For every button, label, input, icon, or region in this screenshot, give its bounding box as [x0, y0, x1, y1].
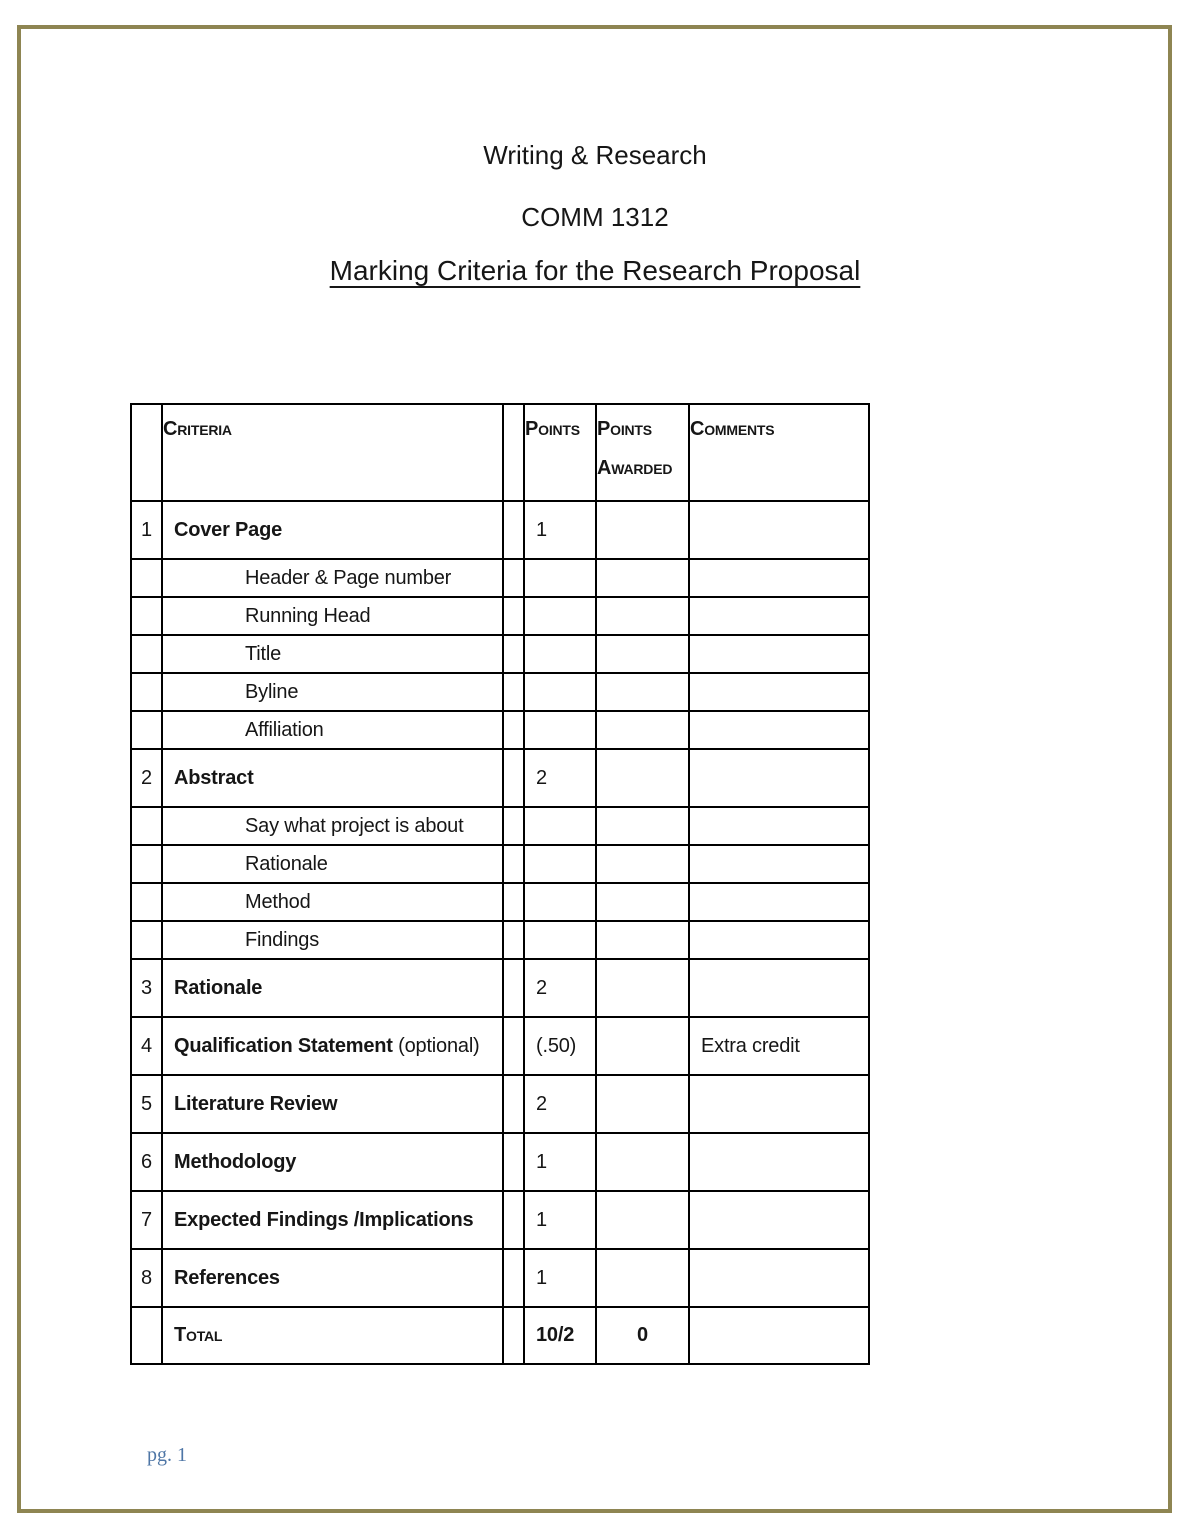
criteria-row [131, 501, 869, 559]
points-awarded-cell [596, 921, 689, 959]
criteria-row [131, 1017, 869, 1075]
spacer-cell [503, 501, 524, 559]
document-heading: Marking Criteria for the Research Proposal [329, 255, 861, 286]
row-number-cell: 1 [131, 501, 162, 559]
criteria-cell [162, 1191, 503, 1249]
sub-criteria-row [131, 635, 869, 673]
points-cell: 2 [524, 1075, 596, 1133]
spacer-cell [503, 673, 524, 711]
header-comments: Comments [689, 404, 869, 501]
header-spacer-cell [503, 404, 524, 501]
criteria-label: Literature Review [174, 1092, 338, 1115]
criteria-table-body [131, 501, 869, 1307]
header-points-awarded-line1: Points [597, 418, 652, 440]
points-cell: 1 [524, 1249, 596, 1307]
sub-criteria-cell [162, 711, 503, 749]
sub-criteria-cell [162, 559, 503, 597]
row-number-cell: 3 [131, 959, 162, 1017]
spacer-cell [503, 883, 524, 921]
comments-cell [689, 807, 869, 845]
points-awarded-cell [596, 501, 689, 559]
header-number-cell [131, 404, 162, 501]
points-cell: (.50) [524, 1017, 596, 1075]
total-label: Total [162, 1307, 503, 1364]
spacer-cell [503, 559, 524, 597]
points-cell: 1 [524, 501, 596, 559]
sub-criteria-row [131, 711, 869, 749]
criteria-row [131, 749, 869, 807]
course-title: Writing & Research [483, 140, 707, 170]
points-awarded-cell [596, 807, 689, 845]
points-cell [524, 845, 596, 883]
comments-cell [689, 1249, 869, 1307]
criteria-label: Running Head [245, 604, 371, 627]
criteria-row [131, 959, 869, 1017]
sub-criteria-cell [162, 883, 503, 921]
points-awarded-cell [596, 959, 689, 1017]
comments-cell [689, 501, 869, 559]
total-number-cell [131, 1307, 162, 1364]
comments-cell [689, 711, 869, 749]
total-points-awarded-value: 0 [596, 1307, 689, 1364]
sub-criteria-cell [162, 921, 503, 959]
row-number-cell [131, 845, 162, 883]
spacer-cell [503, 635, 524, 673]
sub-criteria-cell [162, 845, 503, 883]
header-points-awarded-line2: Awarded [597, 457, 673, 479]
comments-cell [689, 1075, 869, 1133]
comments-cell [689, 635, 869, 673]
page-number: pg. 1 [147, 1444, 187, 1466]
sub-criteria-row [131, 921, 869, 959]
spacer-cell [503, 1075, 524, 1133]
row-number-cell: 4 [131, 1017, 162, 1075]
row-number-cell: 5 [131, 1075, 162, 1133]
points-awarded-cell [596, 845, 689, 883]
points-cell: 2 [524, 749, 596, 807]
row-number-cell: 7 [131, 1191, 162, 1249]
points-cell [524, 559, 596, 597]
row-number-cell: 6 [131, 1133, 162, 1191]
comments-cell: Extra credit [689, 1017, 869, 1075]
spacer-cell [503, 711, 524, 749]
criteria-row [131, 1249, 869, 1307]
row-number-cell [131, 635, 162, 673]
header-points-awarded [596, 404, 689, 501]
criteria-label: Byline [245, 680, 299, 703]
comments-cell [689, 959, 869, 1017]
spacer-cell [503, 1017, 524, 1075]
comments-cell [689, 883, 869, 921]
points-awarded-cell [596, 559, 689, 597]
criteria-row [131, 1191, 869, 1249]
total-spacer-cell [503, 1307, 524, 1364]
criteria-cell [162, 959, 503, 1017]
points-awarded-cell [596, 635, 689, 673]
course-code: COMM 1312 [521, 202, 669, 232]
spacer-cell [503, 749, 524, 807]
row-number-cell [131, 883, 162, 921]
comments-cell [689, 921, 869, 959]
criteria-cell [162, 501, 503, 559]
points-cell: 1 [524, 1133, 596, 1191]
points-awarded-cell [596, 1017, 689, 1075]
sub-criteria-row [131, 807, 869, 845]
comments-cell [689, 845, 869, 883]
total-points-value: 10/2 [524, 1307, 596, 1364]
spacer-cell [503, 1133, 524, 1191]
sub-criteria-cell [162, 597, 503, 635]
criteria-label: Methodology [174, 1150, 297, 1173]
total-row [131, 1307, 869, 1364]
points-awarded-cell [596, 1075, 689, 1133]
points-awarded-cell [596, 749, 689, 807]
sub-criteria-cell [162, 807, 503, 845]
criteria-cell [162, 749, 503, 807]
criteria-label: Cover Page [174, 518, 283, 541]
points-awarded-cell [596, 597, 689, 635]
sub-criteria-row [131, 883, 869, 921]
criteria-label: Rationale [245, 852, 328, 875]
spacer-cell [503, 597, 524, 635]
row-number-cell [131, 921, 162, 959]
criteria-cell [162, 1017, 503, 1075]
points-cell [524, 635, 596, 673]
criteria-label: Rationale [174, 976, 263, 999]
criteria-label: Header & Page number [245, 566, 452, 589]
criteria-label: Expected Findings /Implications [174, 1208, 474, 1231]
row-number-cell [131, 673, 162, 711]
sub-criteria-row [131, 559, 869, 597]
sub-criteria-row [131, 845, 869, 883]
points-cell: 1 [524, 1191, 596, 1249]
table-header-row [131, 404, 869, 501]
criteria-label: Affiliation [245, 718, 324, 741]
row-number-cell [131, 807, 162, 845]
points-awarded-cell [596, 711, 689, 749]
criteria-cell [162, 1133, 503, 1191]
criteria-cell [162, 1075, 503, 1133]
criteria-row [131, 1075, 869, 1133]
criteria-label: Title [245, 642, 282, 665]
comments-cell [689, 559, 869, 597]
row-number-cell: 8 [131, 1249, 162, 1307]
sub-criteria-row [131, 673, 869, 711]
points-cell [524, 711, 596, 749]
marking-criteria-table [130, 403, 870, 1365]
points-cell [524, 597, 596, 635]
spacer-cell [503, 959, 524, 1017]
points-cell: 2 [524, 959, 596, 1017]
points-cell [524, 673, 596, 711]
spacer-cell [503, 921, 524, 959]
row-number-cell [131, 711, 162, 749]
spacer-cell [503, 1191, 524, 1249]
criteria-label: References [174, 1266, 280, 1289]
criteria-label: Say what project is about [245, 814, 464, 837]
spacer-cell [503, 807, 524, 845]
criteria-label: Qualification Statement [174, 1034, 393, 1057]
row-number-cell: 2 [131, 749, 162, 807]
criteria-label: Findings [245, 928, 319, 951]
points-awarded-cell [596, 883, 689, 921]
criteria-cell [162, 1249, 503, 1307]
comments-cell [689, 597, 869, 635]
comments-cell [689, 1133, 869, 1191]
points-awarded-cell [596, 1133, 689, 1191]
row-number-cell [131, 597, 162, 635]
comments-cell [689, 673, 869, 711]
sub-criteria-cell [162, 635, 503, 673]
row-number-cell [131, 559, 162, 597]
sub-criteria-row [131, 597, 869, 635]
criteria-label: Abstract [174, 766, 254, 789]
criteria-label: Method [245, 890, 311, 913]
points-cell [524, 807, 596, 845]
total-comments-cell [689, 1307, 869, 1364]
header-points: Points [524, 404, 596, 501]
points-cell [524, 921, 596, 959]
points-cell [524, 883, 596, 921]
header-criteria: Criteria [162, 404, 503, 501]
points-awarded-cell [596, 1191, 689, 1249]
points-awarded-cell [596, 1249, 689, 1307]
criteria-label-suffix: (optional) [392, 1034, 480, 1057]
criteria-row [131, 1133, 869, 1191]
spacer-cell [503, 1249, 524, 1307]
points-awarded-cell [596, 673, 689, 711]
sub-criteria-cell [162, 673, 503, 711]
comments-cell [689, 749, 869, 807]
comments-cell [689, 1191, 869, 1249]
spacer-cell [503, 845, 524, 883]
